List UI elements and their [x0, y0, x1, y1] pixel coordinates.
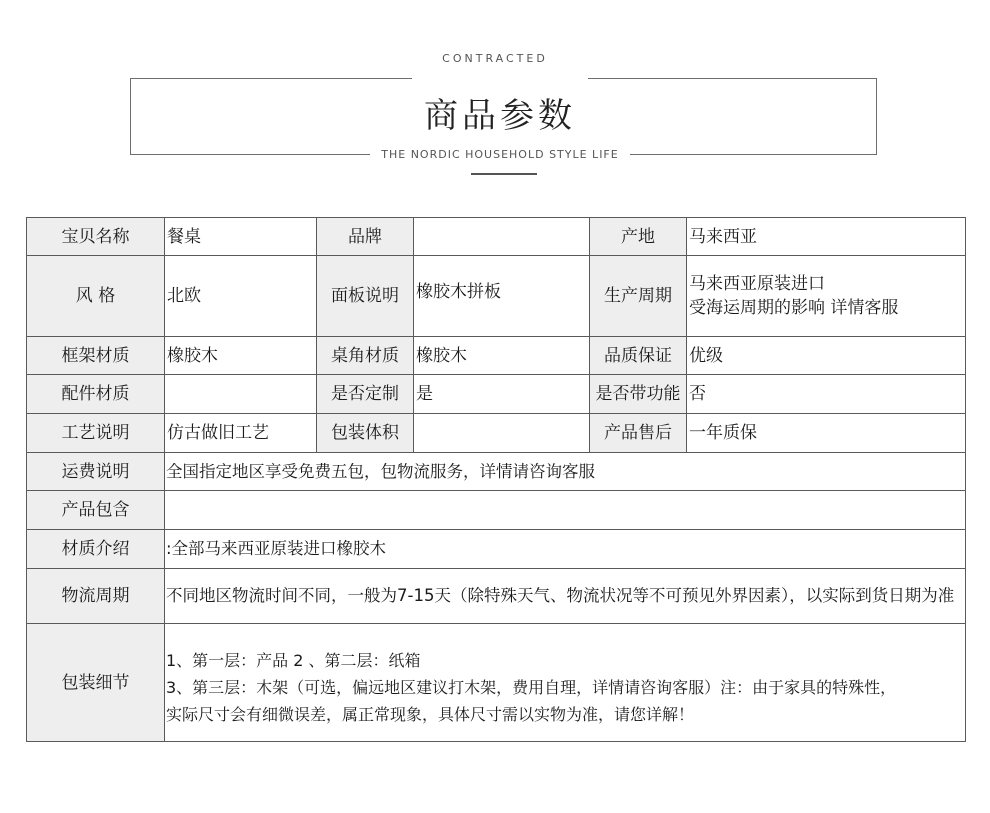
label-panel: 面板说明 [317, 256, 414, 337]
value-has-function: 否 [687, 375, 966, 414]
table-row [27, 569, 966, 624]
label-quality: 品质保证 [590, 337, 687, 375]
table-row [27, 453, 966, 491]
label-style: 风 格 [27, 256, 165, 337]
value-leg-material: 橡胶木 [414, 337, 590, 375]
table-row [27, 414, 966, 453]
table-row [27, 530, 966, 569]
label-brand: 品牌 [317, 218, 414, 256]
header-subtitle: THE NORDIC HOUSEHOLD STYLE LIFE [381, 148, 619, 161]
packaging-line: 实际尺寸会有细微误差，属正常现象，具体尺寸需以实物为准，请您详解！ [166, 705, 695, 724]
label-customizable: 是否定制 [317, 375, 414, 414]
label-material-intro: 材质介绍 [27, 530, 165, 569]
value-origin: 马来西亚 [687, 218, 966, 256]
label-craft: 工艺说明 [27, 414, 165, 453]
label-leg-material: 桌角材质 [317, 337, 414, 375]
value-style: 北欧 [165, 256, 317, 337]
label-package-volume: 包装体积 [317, 414, 414, 453]
value-shipping: 全国指定地区享受免费五包，包物流服务，详情请咨询客服 [165, 453, 966, 491]
packaging-line: 3、第三层：木架（可选，偏远地区建议打木架，费用自理，详情请咨询客服）注：由于家具的特殊性， [166, 678, 897, 697]
label-logistics-cycle: 物流周期 [27, 569, 165, 624]
label-shipping: 运费说明 [27, 453, 165, 491]
label-accessory-material: 配件材质 [27, 375, 165, 414]
packaging-line: 1、第一层：产品 2 、第二层：纸箱 [166, 651, 421, 670]
value-production-cycle [687, 256, 966, 337]
page-title: 商品参数 [424, 96, 576, 136]
table-row [27, 624, 966, 742]
label-packaging-detail: 包装细节 [27, 624, 165, 742]
table-row [27, 218, 966, 256]
value-included [165, 491, 966, 530]
label-frame-material: 框架材质 [27, 337, 165, 375]
value-logistics-cycle: 不同地区物流时间不同，一般为7-15天（除特殊天气、物流状况等不可预见外界因素），以实际到货日期为准 [165, 569, 966, 624]
value-after-sales: 一年质保 [687, 414, 966, 453]
value-frame-material: 橡胶木 [165, 337, 317, 375]
label-has-function: 是否带功能 [590, 375, 687, 414]
label-production-cycle: 生产周期 [590, 256, 687, 337]
production-cycle-line: 受海运周期的影响 详情客服 [689, 298, 899, 318]
value-product-name: 餐桌 [165, 218, 317, 256]
label-after-sales: 产品售后 [590, 414, 687, 453]
label-origin: 产地 [590, 218, 687, 256]
table-row [27, 491, 966, 530]
table-row [27, 375, 966, 414]
label-included: 产品包含 [27, 491, 165, 530]
production-cycle-line: 马来西亚原装进口 [689, 274, 825, 294]
value-accessory-material [165, 375, 317, 414]
frame-top-right-line [588, 78, 877, 79]
frame-top-left-line [130, 78, 412, 79]
table-row [27, 256, 966, 337]
value-craft: 仿古做旧工艺 [165, 414, 317, 453]
value-quality: 优级 [687, 337, 966, 375]
value-panel: 橡胶木拼板 [414, 256, 590, 337]
value-brand [414, 218, 590, 256]
parameters-table [26, 217, 966, 742]
value-packaging-detail [165, 624, 966, 742]
header-eyebrow: CONTRACTED [442, 52, 548, 65]
value-package-volume [414, 414, 590, 453]
title-underline [471, 173, 537, 175]
value-customizable: 是 [414, 375, 590, 414]
table-row [27, 337, 966, 375]
value-material-intro: :全部马来西亚原装进口橡胶木 [165, 530, 966, 569]
label-product-name: 宝贝名称 [27, 218, 165, 256]
